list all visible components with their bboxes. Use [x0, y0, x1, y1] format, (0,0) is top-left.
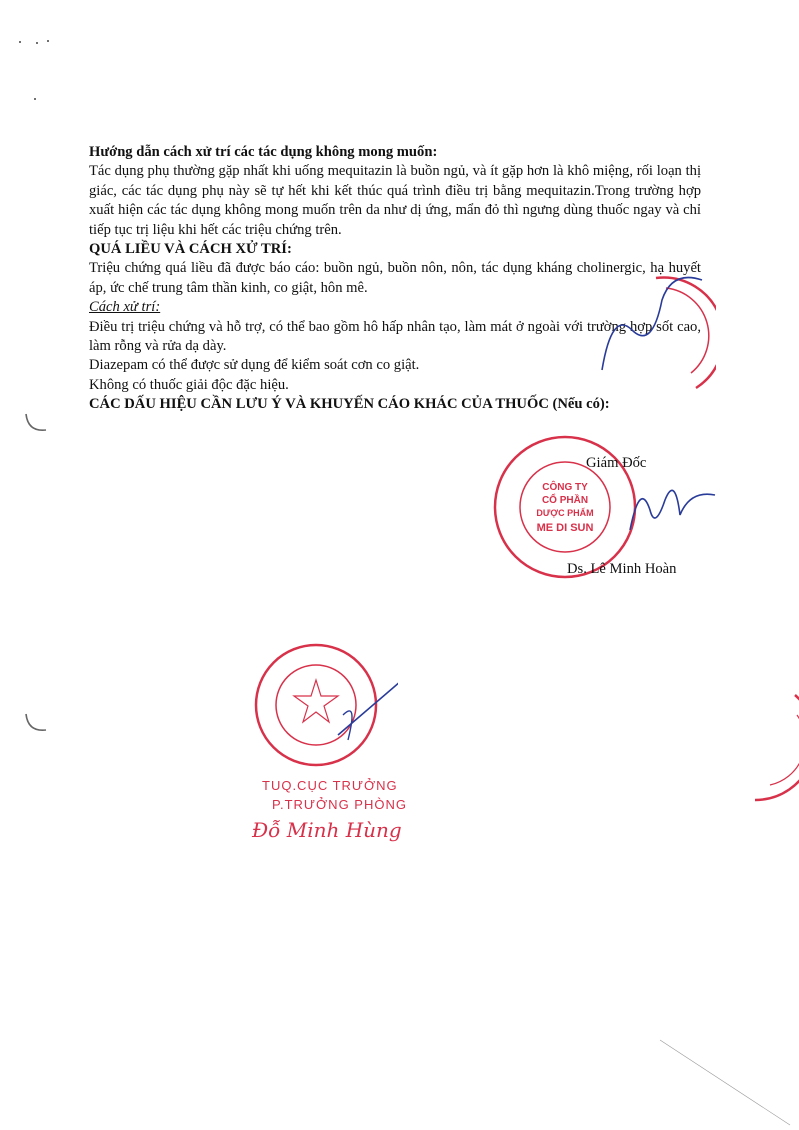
hole-punch-mark — [22, 708, 52, 738]
hole-punch-mark — [22, 408, 52, 438]
signatory-name: Ds. Lê Minh Hoàn — [567, 561, 677, 577]
scan-speck — [36, 42, 38, 44]
scan-speck — [19, 41, 21, 43]
warnings-heading: CÁC DẤU HIỆU CẦN LƯU Ý VÀ KHUYẾN CÁO KHÁC CỦA THUỐC (Nếu có): — [89, 396, 610, 413]
treatment-line: Không có thuốc giải độc đặc hiệu. — [89, 376, 289, 393]
company-stamp-line: CỔ PHẦN — [541, 495, 589, 506]
overdose-paragraph: Triệu chứng quá liều đã được báo cáo: buồn ngủ, buồn nôn, nôn, tác dụng kháng cholinergic, hạ huyết áp, ức chế trung tâm thần kinh, co giật, hôn mê. — [89, 260, 701, 296]
side-effects-paragraph: Tác dụng phụ thường gặp nhất khi uống mequitazin là buồn ngủ, và ít gặp hơn là khô miệng, rối loạn thị giác, các tác dụng phụ này sẽ tự hết khi kết thúc quá trình điều trị bằng mequitazin.Trong trường hợp xuất hiện các tác dụng không mong muốn trên da như dị ứng, mẩn đỏ thì ngưng dùng thuốc ngay và chỉ tiếp tục trị liệu khi hết các triệu chứng trên. — [89, 163, 701, 238]
treatment-line: Diazepam có thể được sử dụng để kiểm soát cơn co giật. — [89, 357, 420, 374]
signatory-title: Giám Đốc — [586, 455, 647, 471]
scan-speck — [47, 40, 49, 42]
company-stamp-line: DƯỢC PHẨM — [536, 508, 594, 518]
partial-seal-stamp — [735, 690, 799, 810]
agency-seal-stamp — [248, 640, 398, 770]
agency-title-line: P.TRƯỞNG PHÒNG — [272, 797, 407, 812]
side-effects-heading: Hướng dẫn cách xử trí các tác dụng không mong muốn: — [89, 144, 438, 160]
scan-speck — [34, 98, 36, 100]
agency-signatory-name: Đỗ Minh Hùng — [252, 818, 402, 842]
signature-stroke — [592, 270, 712, 380]
overdose-heading: QUÁ LIỀU VÀ CÁCH XỬ TRÍ: — [89, 241, 292, 258]
agency-title-line: TUQ.CỤC TRƯỞNG — [262, 778, 398, 793]
company-stamp-name: ME DI SUN — [536, 522, 594, 534]
treatment-label: Cách xử trí: — [89, 299, 161, 316]
company-stamp-line: CÔNG TY — [542, 482, 588, 493]
treatment-line: Điều trị triệu chứng và hỗ trợ, có thể bao gồm hô hấp nhân tạo, làm mát ở ngoài với trường hợp sốt cao, làm rỗng và rửa dạ dày. — [89, 318, 701, 355]
director-signature — [620, 470, 720, 540]
scan-artifact-line — [600, 1020, 799, 1130]
